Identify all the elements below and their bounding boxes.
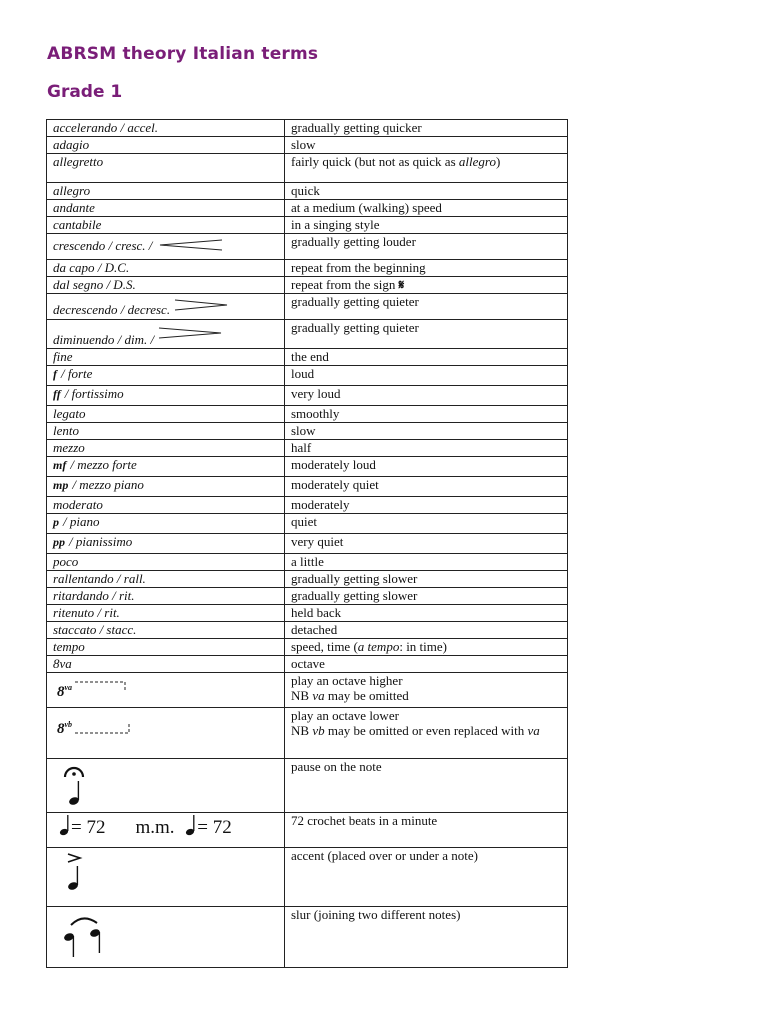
metronome-value: = 72	[197, 817, 232, 838]
table-row	[47, 154, 568, 183]
meaning-italic: vb	[312, 723, 325, 738]
table-row	[47, 277, 568, 294]
meaning-cell	[285, 639, 568, 656]
table-row	[47, 457, 568, 477]
table-row	[47, 708, 568, 759]
term-cell: cantabile	[47, 217, 285, 234]
meaning-cell: gradually getting quieter	[285, 294, 568, 320]
ottava-sup: va	[64, 683, 73, 692]
table-row	[47, 497, 568, 514]
term-text: diminuendo / dim. /	[53, 332, 155, 347]
term-cell: moderato	[47, 497, 285, 514]
meaning-italic: allegro	[458, 154, 496, 169]
term-cell: tempo	[47, 639, 285, 656]
table-row	[47, 534, 568, 554]
meaning-text: may be omitted	[324, 688, 409, 703]
pianissimo-icon: pp	[53, 535, 65, 549]
table-row	[47, 514, 568, 534]
meaning-line: play an octave lower	[291, 708, 399, 723]
term-cell	[47, 907, 285, 968]
ottava-digit: 8	[57, 684, 65, 700]
meaning-cell: gradually getting louder	[285, 234, 568, 260]
page-title: ABRSM theory Italian terms	[47, 44, 319, 64]
table-row	[47, 605, 568, 622]
term-text: / pianissimo	[69, 534, 133, 549]
term-cell	[47, 320, 285, 349]
term-text: / mezzo forte	[70, 457, 137, 472]
term-cell	[47, 759, 285, 813]
ottava-bassa-bracket-icon	[75, 721, 133, 737]
term-text: / mezzo piano	[72, 477, 144, 492]
table-row	[47, 386, 568, 406]
meaning-cell: quiet	[285, 514, 568, 534]
meaning-cell: a little	[285, 554, 568, 571]
forte-icon: f	[53, 367, 57, 381]
meaning-text: )	[495, 154, 501, 169]
meaning-cell	[285, 708, 568, 759]
table-row	[47, 440, 568, 457]
term-cell	[47, 294, 285, 320]
meaning-text: speed, time (	[291, 639, 358, 654]
term-cell: dal segno / D.S.	[47, 277, 285, 294]
term-cell: lento	[47, 423, 285, 440]
meaning-cell: half	[285, 440, 568, 457]
meaning-cell	[285, 277, 568, 294]
term-cell: mezzo	[47, 440, 285, 457]
term-cell: staccato / stacc.	[47, 622, 285, 639]
table-row	[47, 622, 568, 639]
ottava-bracket-icon	[75, 678, 129, 694]
table-row	[47, 848, 568, 907]
meaning-italic: va	[527, 723, 540, 738]
meaning-cell: very loud	[285, 386, 568, 406]
meaning-text: fairly quick (but not as quick as	[291, 154, 459, 169]
term-cell: rallentando / rall.	[47, 571, 285, 588]
crotchet-icon	[185, 814, 197, 836]
table-row	[47, 639, 568, 656]
meaning-cell: detached	[285, 622, 568, 639]
meaning-cell: 72 crochet beats in a minute	[285, 813, 568, 848]
term-cell	[47, 366, 285, 386]
ottava-sup: vb	[64, 720, 73, 729]
grade-heading: Grade 1	[47, 82, 123, 102]
ottava-bassa-icon	[57, 721, 72, 737]
meaning-cell: gradually getting quieter	[285, 320, 568, 349]
meaning-cell: gradually getting quicker	[285, 120, 568, 137]
table-row	[47, 423, 568, 440]
term-cell	[47, 514, 285, 534]
meaning-cell: moderately loud	[285, 457, 568, 477]
term-cell	[47, 234, 285, 260]
term-cell: fine	[47, 349, 285, 366]
slur-notes-icon	[59, 911, 119, 963]
meaning-cell: in a singing style	[285, 217, 568, 234]
term-cell: accelerando / accel.	[47, 120, 285, 137]
meaning-cell: slow	[285, 423, 568, 440]
piano-icon: p	[53, 515, 59, 529]
term-cell	[47, 708, 285, 759]
term-cell	[47, 477, 285, 497]
table-row	[47, 260, 568, 277]
metronome-mark	[53, 817, 232, 838]
meaning-cell	[285, 154, 568, 183]
crotchet-icon	[59, 814, 71, 836]
meaning-cell: accent (placed over or under a note)	[285, 848, 568, 907]
meaning-cell: held back	[285, 605, 568, 622]
term-text: decrescendo / decresc.	[53, 302, 171, 317]
table-row	[47, 234, 568, 260]
table-row	[47, 656, 568, 673]
meaning-cell: the end	[285, 349, 568, 366]
table-row	[47, 349, 568, 366]
table-row	[47, 183, 568, 200]
ottava-icon	[57, 684, 72, 700]
term-text: crescendo / cresc. /	[53, 238, 153, 253]
meaning-cell: slur (joining two different notes)	[285, 907, 568, 968]
table-row	[47, 554, 568, 571]
table-row	[47, 120, 568, 137]
term-cell	[47, 386, 285, 406]
term-cell	[47, 813, 285, 848]
table-row	[47, 571, 568, 588]
mezzo-piano-icon: mp	[53, 478, 69, 492]
meaning-text: : in time)	[399, 639, 447, 654]
term-cell: 8va	[47, 656, 285, 673]
term-cell: allegro	[47, 183, 285, 200]
meaning-text: may be omitted or even replaced with	[324, 723, 528, 738]
term-cell: ritenuto / rit.	[47, 605, 285, 622]
term-cell: legato	[47, 406, 285, 423]
meaning-italic: va	[312, 688, 325, 703]
meaning-cell: loud	[285, 366, 568, 386]
meaning-cell	[285, 673, 568, 708]
table-row	[47, 294, 568, 320]
metronome-value: = 72	[71, 817, 106, 838]
accent-note-icon	[59, 850, 99, 900]
meaning-cell: smoothly	[285, 406, 568, 423]
fermata-note-icon	[59, 761, 99, 809]
meaning-cell: moderately quiet	[285, 477, 568, 497]
meaning-cell: gradually getting slower	[285, 571, 568, 588]
meaning-cell: repeat from the beginning	[285, 260, 568, 277]
term-cell: da capo / D.C.	[47, 260, 285, 277]
term-cell: ritardando / rit.	[47, 588, 285, 605]
term-cell: poco	[47, 554, 285, 571]
table-row	[47, 200, 568, 217]
term-cell	[47, 673, 285, 708]
segno-icon: 𝄋	[398, 278, 405, 293]
table-row	[47, 759, 568, 813]
metronome-mm: m.m.	[135, 817, 175, 838]
table-row	[47, 366, 568, 386]
term-cell: adagio	[47, 137, 285, 154]
meaning-line: play an octave higher	[291, 673, 403, 688]
term-cell	[47, 534, 285, 554]
meaning-text: NB	[291, 723, 313, 738]
table-row	[47, 477, 568, 497]
term-cell: andante	[47, 200, 285, 217]
decrescendo-hairpin-icon	[157, 326, 223, 340]
table-row	[47, 406, 568, 423]
ottava-digit: 8	[57, 721, 65, 737]
table-row	[47, 588, 568, 605]
table-row	[47, 907, 568, 968]
meaning-cell: pause on the note	[285, 759, 568, 813]
decrescendo-hairpin-icon	[173, 298, 229, 312]
term-cell	[47, 848, 285, 907]
term-text: / fortissimo	[64, 386, 124, 401]
term-cell	[47, 457, 285, 477]
fortissimo-icon: ff	[53, 387, 61, 401]
crescendo-hairpin-icon	[158, 238, 224, 252]
table-row	[47, 137, 568, 154]
table-row	[47, 320, 568, 349]
meaning-cell: quick	[285, 183, 568, 200]
term-text: / forte	[61, 366, 93, 381]
meaning-cell: very quiet	[285, 534, 568, 554]
meaning-cell: gradually getting slower	[285, 588, 568, 605]
meaning-cell: at a medium (walking) speed	[285, 200, 568, 217]
meaning-text: NB	[291, 688, 313, 703]
meaning-cell: octave	[285, 656, 568, 673]
term-cell: allegretto	[47, 154, 285, 183]
meaning-cell: moderately	[285, 497, 568, 514]
meaning-cell: slow	[285, 137, 568, 154]
table-row	[47, 673, 568, 708]
meaning-italic: a tempo	[357, 639, 400, 654]
table-row	[47, 813, 568, 848]
mezzo-forte-icon: mf	[53, 458, 67, 472]
table-row	[47, 217, 568, 234]
meaning-text: repeat from the sign	[291, 277, 396, 292]
terms-table	[46, 119, 568, 968]
term-text: / piano	[63, 514, 100, 529]
